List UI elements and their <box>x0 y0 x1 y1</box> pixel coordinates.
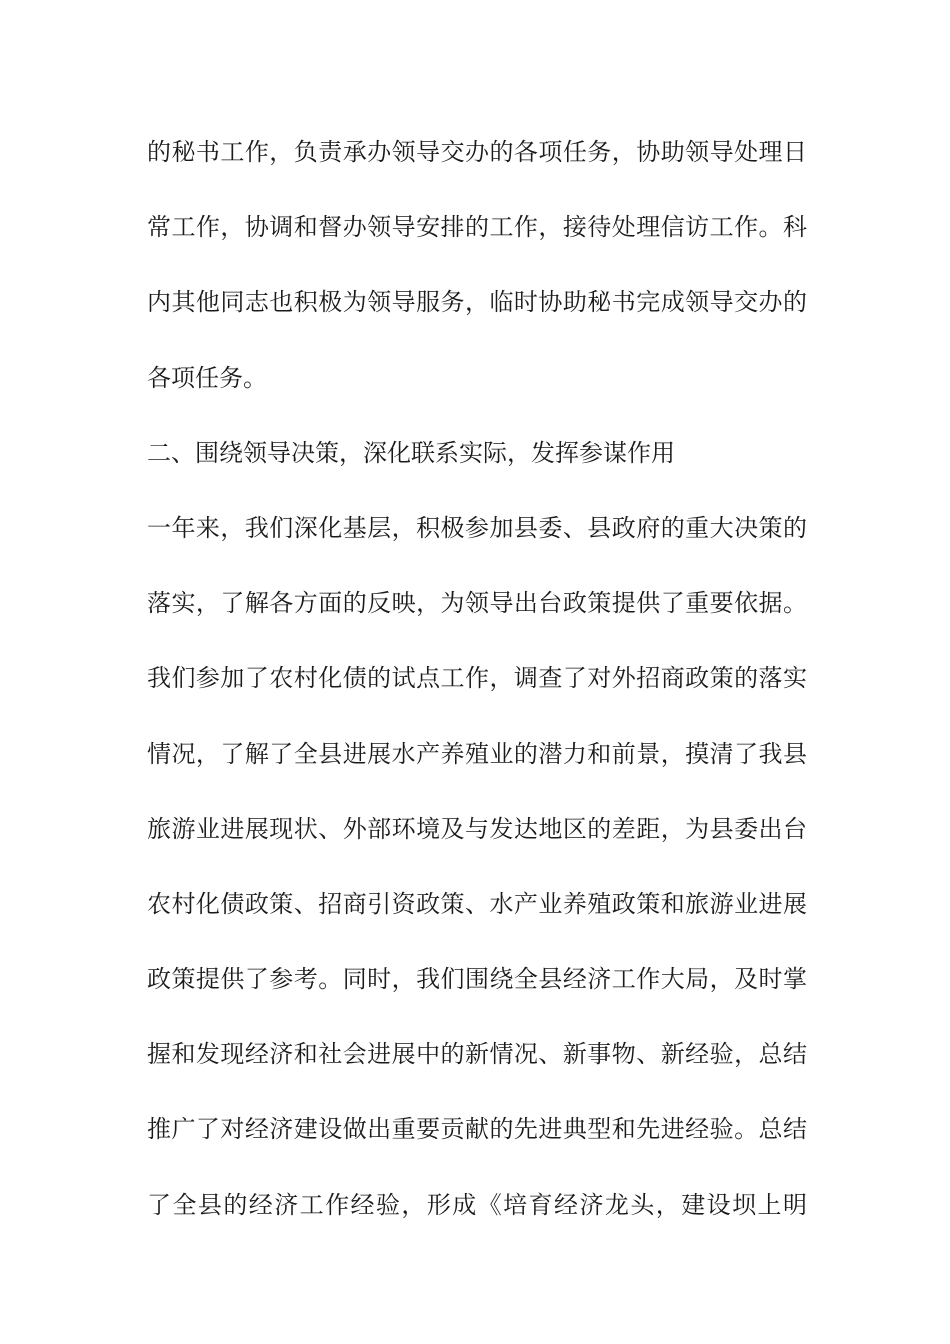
text-line: 一年来，我们深化基层，积极参加县委、县政府的重大决策的 <box>147 513 807 542</box>
text-line: 落实，了解各方面的反映，为领导出台政策提供了重要依据。 <box>147 589 807 618</box>
text-line: 旅游业进展现状、外部环境及与发达地区的差距，为县委出台 <box>147 814 807 843</box>
section-heading: 二、围绕领导决策，深化联系实际，发挥参谋作用 <box>147 438 675 467</box>
document-body <box>147 127 807 1255</box>
text-line: 握和发现经济和社会进展中的新情况、新事物、新经验，总结 <box>147 1040 807 1069</box>
text-line: 的秘书工作，负责承办领导交办的各项任务，协助领导处理日 <box>147 138 807 166</box>
text-line: 了全县的经济工作经验，形成《培育经济龙头，建设坝上明 <box>147 1190 807 1219</box>
text-line: 内其他同志也积极为领导服务，临时协助秘书完成领导交办的 <box>147 288 807 317</box>
text-line: 推广了对经济建设做出重要贡献的先进典型和先进经验。总结 <box>147 1115 807 1144</box>
text-line: 情况，了解了全县进展水产养殖业的潜力和前景，摸清了我县 <box>147 739 807 768</box>
text-line: 常工作，协调和督办领导安排的工作，接待处理信访工作。科 <box>147 213 807 242</box>
text-line: 农村化债政策、招商引资政策、水产业养殖政策和旅游业进展 <box>147 889 807 918</box>
text-line: 我们参加了农村化债的试点工作，调查了对外招商政策的落实 <box>147 664 807 693</box>
text-line: 各项任务。 <box>147 363 267 392</box>
text-line: 政策提供了参考。同时，我们围绕全县经济工作大局，及时掌 <box>147 965 807 994</box>
